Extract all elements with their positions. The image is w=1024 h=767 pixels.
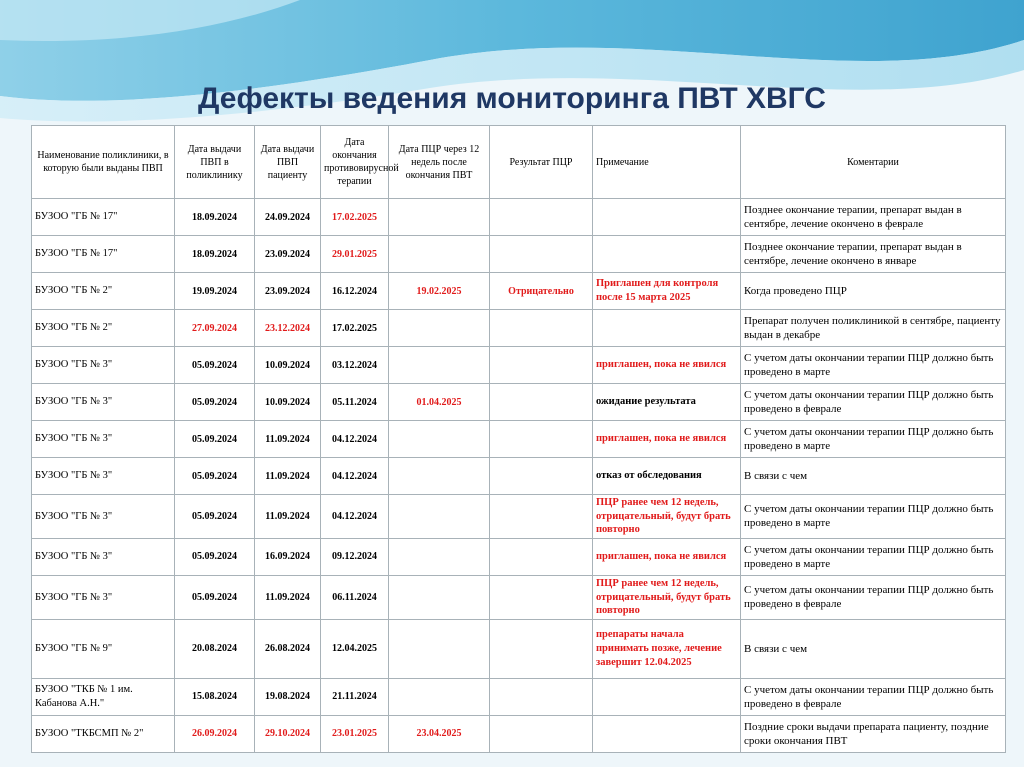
cell-pcr-result: Отрицательно <box>490 273 593 310</box>
cell-date-to-patient: 23.12.2024 <box>255 310 321 347</box>
cell-date-to-clinic: 19.09.2024 <box>175 273 255 310</box>
cell-date-to-clinic: 27.09.2024 <box>175 310 255 347</box>
cell-pcr-date: 19.02.2025 <box>389 273 490 310</box>
cell-pcr-result <box>490 458 593 495</box>
table-row <box>32 199 1006 236</box>
cell-pcr-date <box>389 678 490 715</box>
cell-clinic: БУЗОО "ГБ № 3" <box>32 538 175 575</box>
cell-date-to-clinic: 05.09.2024 <box>175 384 255 421</box>
cell-comment: Поздние сроки выдачи препарата пациенту, поздние сроки окончания ПВТ <box>741 715 1006 752</box>
table-row <box>32 495 1006 539</box>
cell-pcr-result <box>490 538 593 575</box>
cell-date-to-patient: 11.09.2024 <box>255 495 321 539</box>
cell-pcr-result <box>490 347 593 384</box>
header-therapy-end: Дата окончания противовирусной терапии <box>321 126 389 199</box>
cell-pcr-result <box>490 236 593 273</box>
cell-comment: Позднее окончание терапии, препарат выдан в сентябре, лечение окончено в феврале <box>741 199 1006 236</box>
cell-date-to-clinic: 26.09.2024 <box>175 715 255 752</box>
table-row <box>32 715 1006 752</box>
cell-note <box>593 199 741 236</box>
cell-date-to-patient: 29.10.2024 <box>255 715 321 752</box>
cell-therapy-end: 04.12.2024 <box>321 421 389 458</box>
cell-clinic: БУЗОО "ГБ № 3" <box>32 384 175 421</box>
cell-clinic: БУЗОО "ГБ № 3" <box>32 458 175 495</box>
cell-date-to-patient: 19.08.2024 <box>255 678 321 715</box>
table-row <box>32 575 1006 619</box>
cell-date-to-clinic: 05.09.2024 <box>175 575 255 619</box>
cell-pcr-result <box>490 715 593 752</box>
cell-note: препараты начала принимать позже, лечение завершит 12.04.2025 <box>593 619 741 678</box>
cell-clinic: БУЗОО "ТКБСМП № 2" <box>32 715 175 752</box>
header-date-to-patient: Дата выдачи ПВП пациенту <box>255 126 321 199</box>
cell-date-to-clinic: 18.09.2024 <box>175 199 255 236</box>
page-title: Дефекты ведения мониторинга ПВТ ХВГС <box>198 82 826 115</box>
cell-comment: С учетом даты окончании терапии ПЦР должно быть проведено в марте <box>741 538 1006 575</box>
cell-date-to-patient: 16.09.2024 <box>255 538 321 575</box>
cell-comment: В связи с чем <box>741 458 1006 495</box>
cell-pcr-date <box>389 495 490 539</box>
cell-comment: С учетом даты окончании терапии ПЦР должно быть проведено в феврале <box>741 384 1006 421</box>
cell-date-to-clinic: 15.08.2024 <box>175 678 255 715</box>
cell-pcr-date <box>389 310 490 347</box>
cell-date-to-clinic: 05.09.2024 <box>175 458 255 495</box>
cell-therapy-end: 04.12.2024 <box>321 458 389 495</box>
cell-pcr-date <box>389 619 490 678</box>
cell-date-to-patient: 10.09.2024 <box>255 347 321 384</box>
cell-therapy-end: 05.11.2024 <box>321 384 389 421</box>
cell-clinic: БУЗОО "ГБ № 3" <box>32 575 175 619</box>
cell-date-to-patient: 11.09.2024 <box>255 575 321 619</box>
cell-date-to-clinic: 05.09.2024 <box>175 538 255 575</box>
cell-pcr-date <box>389 236 490 273</box>
cell-pcr-result <box>490 199 593 236</box>
cell-note: ожидание результата <box>593 384 741 421</box>
cell-note: отказ от обследования <box>593 458 741 495</box>
cell-clinic: БУЗОО "ГБ № 3" <box>32 347 175 384</box>
cell-therapy-end: 12.04.2025 <box>321 619 389 678</box>
cell-comment: С учетом даты окончании терапии ПЦР должно быть проведено в марте <box>741 421 1006 458</box>
cell-date-to-patient: 10.09.2024 <box>255 384 321 421</box>
header-date-to-clinic: Дата выдачи ПВП в поликлинику <box>175 126 255 199</box>
cell-comment: Когда проведено ПЦР <box>741 273 1006 310</box>
table-row <box>32 347 1006 384</box>
cell-therapy-end: 06.11.2024 <box>321 575 389 619</box>
cell-pcr-result <box>490 384 593 421</box>
cell-clinic: БУЗОО "ГБ № 3" <box>32 495 175 539</box>
cell-date-to-clinic: 05.09.2024 <box>175 421 255 458</box>
table-row <box>32 384 1006 421</box>
cell-note: приглашен, пока не явился <box>593 421 741 458</box>
cell-date-to-patient: 11.09.2024 <box>255 421 321 458</box>
cell-date-to-clinic: 20.08.2024 <box>175 619 255 678</box>
cell-date-to-patient: 11.09.2024 <box>255 458 321 495</box>
header-pcr-result: Результат ПЦР <box>490 126 593 199</box>
cell-therapy-end: 21.11.2024 <box>321 678 389 715</box>
cell-note: приглашен, пока не явился <box>593 538 741 575</box>
table-row <box>32 678 1006 715</box>
cell-therapy-end: 16.12.2024 <box>321 273 389 310</box>
cell-pcr-date <box>389 575 490 619</box>
table-row <box>32 421 1006 458</box>
cell-pcr-result <box>490 421 593 458</box>
cell-pcr-date: 23.04.2025 <box>389 715 490 752</box>
cell-clinic: БУЗОО "ГБ № 2" <box>32 310 175 347</box>
header-comment: Коментарии <box>741 126 1006 199</box>
cell-pcr-result <box>490 495 593 539</box>
cell-clinic: БУЗОО "ГБ № 3" <box>32 421 175 458</box>
cell-pcr-result <box>490 310 593 347</box>
header-note: Примечание <box>593 126 741 199</box>
cell-therapy-end: 09.12.2024 <box>321 538 389 575</box>
table-row <box>32 458 1006 495</box>
cell-note: ПЦР ранее чем 12 недель, отрицательный, будут брать повторно <box>593 575 741 619</box>
cell-pcr-date <box>389 458 490 495</box>
cell-clinic: БУЗОО "ГБ № 17" <box>32 236 175 273</box>
cell-pcr-date <box>389 199 490 236</box>
monitoring-defects-table <box>31 125 1006 753</box>
cell-clinic: БУЗОО "ГБ № 2" <box>32 273 175 310</box>
cell-therapy-end: 23.01.2025 <box>321 715 389 752</box>
cell-date-to-patient: 26.08.2024 <box>255 619 321 678</box>
cell-note: ПЦР ранее чем 12 недель, отрицательный, будут брать повторно <box>593 495 741 539</box>
cell-comment: В связи с чем <box>741 619 1006 678</box>
header-clinic: Наименование поликлиники, в которую были выданы ПВП <box>32 126 175 199</box>
cell-note: приглашен, пока не явился <box>593 347 741 384</box>
cell-clinic: БУЗОО "ТКБ № 1 им. Кабанова А.Н." <box>32 678 175 715</box>
cell-date-to-clinic: 18.09.2024 <box>175 236 255 273</box>
cell-date-to-clinic: 05.09.2024 <box>175 495 255 539</box>
table-row <box>32 538 1006 575</box>
cell-date-to-patient: 23.09.2024 <box>255 236 321 273</box>
cell-note <box>593 236 741 273</box>
cell-pcr-result <box>490 575 593 619</box>
cell-note: Приглашен для контроля после 15 марта 2025 <box>593 273 741 310</box>
cell-pcr-date <box>389 421 490 458</box>
cell-date-to-clinic: 05.09.2024 <box>175 347 255 384</box>
cell-comment: С учетом даты окончании терапии ПЦР должно быть проведено в феврале <box>741 575 1006 619</box>
table-row <box>32 619 1006 678</box>
cell-comment: С учетом даты окончании терапии ПЦР должно быть проведено в феврале <box>741 678 1006 715</box>
cell-therapy-end: 17.02.2025 <box>321 199 389 236</box>
cell-comment: С учетом даты окончании терапии ПЦР должно быть проведено в марте <box>741 495 1006 539</box>
header-pcr-date: Дата ПЦР через 12 недель после окончания ПВТ <box>389 126 490 199</box>
cell-comment: Позднее окончание терапии, препарат выдан в сентябре, лечение окончено в январе <box>741 236 1006 273</box>
table-row <box>32 236 1006 273</box>
cell-pcr-date: 01.04.2025 <box>389 384 490 421</box>
cell-note <box>593 310 741 347</box>
cell-therapy-end: 03.12.2024 <box>321 347 389 384</box>
cell-pcr-date <box>389 347 490 384</box>
cell-pcr-result <box>490 619 593 678</box>
cell-pcr-date <box>389 538 490 575</box>
table-header-row <box>32 126 1006 199</box>
table-row <box>32 273 1006 310</box>
cell-note <box>593 678 741 715</box>
cell-clinic: БУЗОО "ГБ № 9" <box>32 619 175 678</box>
cell-therapy-end: 04.12.2024 <box>321 495 389 539</box>
cell-clinic: БУЗОО "ГБ № 17" <box>32 199 175 236</box>
cell-comment: Препарат получен поликлиникой в сентябре, пациенту выдан в декабре <box>741 310 1006 347</box>
cell-note <box>593 715 741 752</box>
table-row <box>32 310 1006 347</box>
cell-date-to-patient: 24.09.2024 <box>255 199 321 236</box>
cell-comment: С учетом даты окончании терапии ПЦР должно быть проведено в марте <box>741 347 1006 384</box>
cell-therapy-end: 17.02.2025 <box>321 310 389 347</box>
cell-date-to-patient: 23.09.2024 <box>255 273 321 310</box>
cell-therapy-end: 29.01.2025 <box>321 236 389 273</box>
cell-pcr-result <box>490 678 593 715</box>
